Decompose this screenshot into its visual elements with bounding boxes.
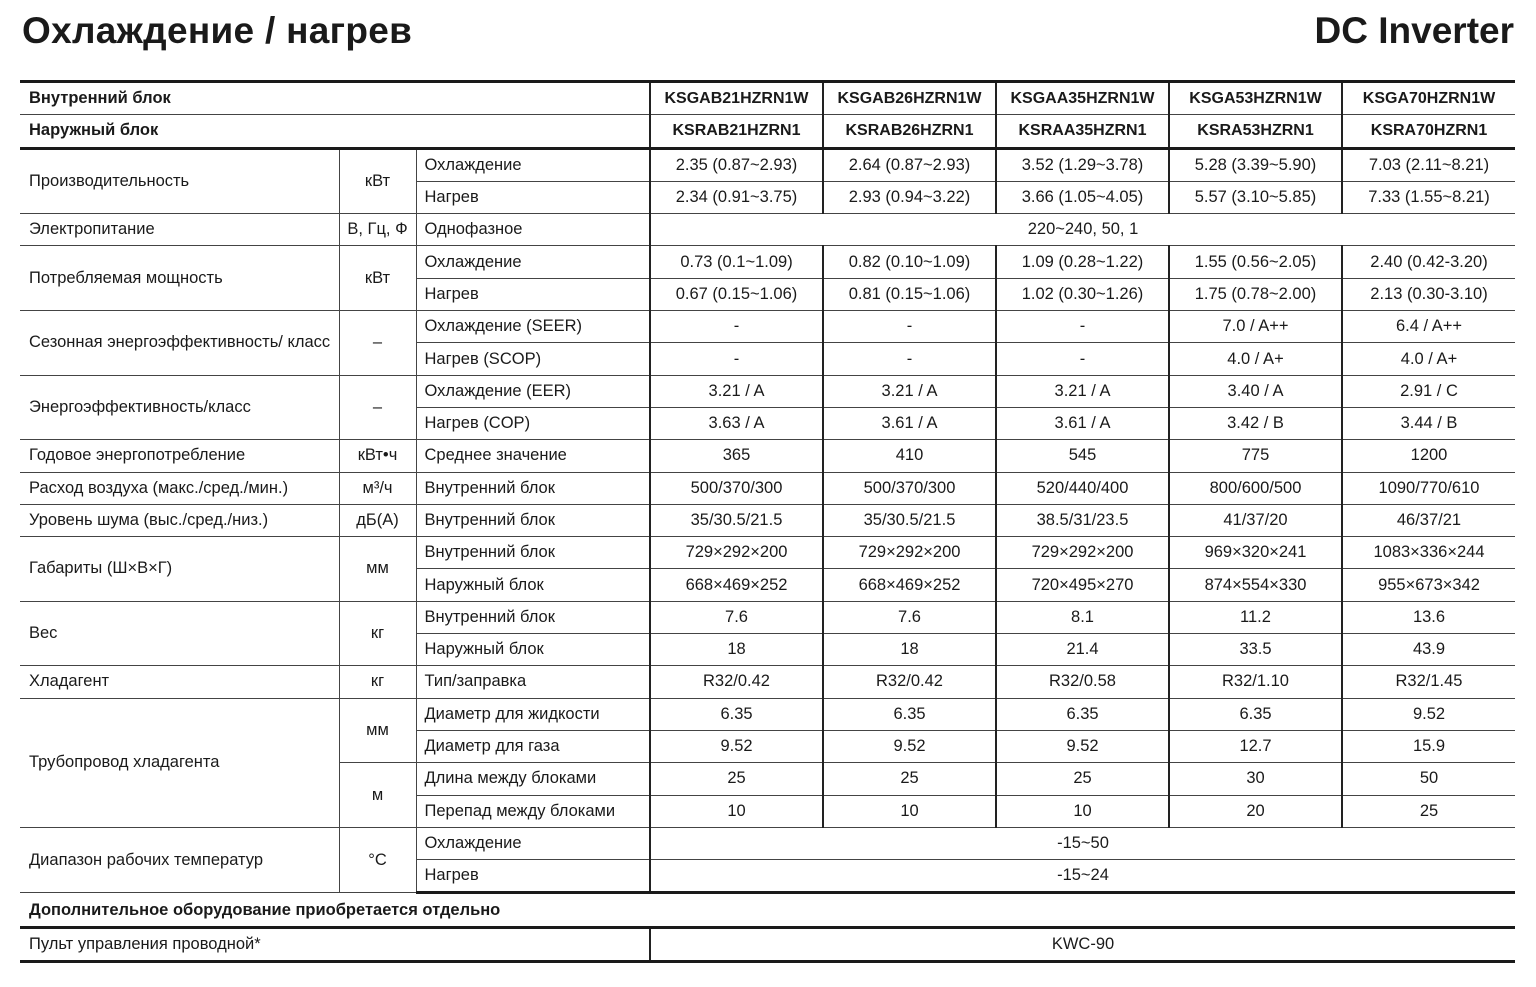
value-cell: 2.64 (0.87~2.93): [823, 148, 996, 181]
spec-table: [20, 80, 1515, 963]
unit-label: кг: [339, 666, 416, 698]
value-cell: 3.21 / A: [823, 375, 996, 407]
value-cell: 0.82 (0.10~1.09): [823, 246, 996, 278]
value-cell: 3.42 / B: [1169, 407, 1342, 439]
mode-label: Внутренний блок: [416, 472, 650, 504]
value-cell: 25: [650, 763, 823, 795]
indoor-model: KSGAB21HZRN1W: [650, 82, 823, 115]
value-cell: R32/0.58: [996, 666, 1169, 698]
value-cell: 3.44 / B: [1342, 407, 1515, 439]
value-cell: 7.03 (2.11~8.21): [1342, 148, 1515, 181]
value-cell: 729×292×200: [650, 537, 823, 569]
value-cell: 5.57 (3.10~5.85): [1169, 181, 1342, 213]
value-cell: 500/370/300: [650, 472, 823, 504]
indoor-model: KSGAA35HZRN1W: [996, 82, 1169, 115]
value-cell: 2.35 (0.87~2.93): [650, 148, 823, 181]
mode-label: Диаметр для газа: [416, 730, 650, 762]
outdoor-model: KSRAA35HZRN1: [996, 115, 1169, 148]
value-cell: 33.5: [1169, 634, 1342, 666]
table-row: [20, 214, 1515, 246]
value-cell: 1090/770/610: [1342, 472, 1515, 504]
value-cell: 6.4 / A++: [1342, 311, 1515, 343]
value-cell: 15.9: [1342, 730, 1515, 762]
value-cell: 9.52: [996, 730, 1169, 762]
value-cell: 0.67 (0.15~1.06): [650, 278, 823, 310]
span-value: -15~50: [650, 827, 1515, 859]
value-cell: 6.35: [650, 698, 823, 730]
optional-item-value: KWC-90: [650, 927, 1515, 961]
value-cell: 3.61 / A: [996, 407, 1169, 439]
outdoor-model: KSRAB21HZRN1: [650, 115, 823, 148]
value-cell: 0.73 (0.1~1.09): [650, 246, 823, 278]
value-cell: 668×469×252: [823, 569, 996, 601]
mode-label: Нагрев: [416, 278, 650, 310]
value-cell: 3.21 / A: [996, 375, 1169, 407]
param-label: Хладагент: [20, 666, 339, 698]
mode-label: Охлаждение (SEER): [416, 311, 650, 343]
unit-label: –: [339, 375, 416, 440]
mode-label: Наружный блок: [416, 634, 650, 666]
value-cell: 1.55 (0.56~2.05): [1169, 246, 1342, 278]
outdoor-model: KSRAB26HZRN1: [823, 115, 996, 148]
unit-label: кВт: [339, 148, 416, 214]
table-row: [20, 375, 1515, 407]
value-cell: 4.0 / A+: [1169, 343, 1342, 375]
outdoor-model: KSRA53HZRN1: [1169, 115, 1342, 148]
optional-item-label: Пульт управления проводной*: [20, 927, 650, 961]
value-cell: 720×495×270: [996, 569, 1169, 601]
table-row: [20, 311, 1515, 343]
value-cell: 12.7: [1169, 730, 1342, 762]
param-label: Потребляемая мощность: [20, 246, 339, 311]
unit-label: м: [339, 763, 416, 828]
value-cell: 9.52: [650, 730, 823, 762]
value-cell: 800/600/500: [1169, 472, 1342, 504]
mode-label: Перепад между блоками: [416, 795, 650, 827]
value-cell: 2.93 (0.94~3.22): [823, 181, 996, 213]
value-cell: 3.21 / A: [650, 375, 823, 407]
value-cell: 10: [996, 795, 1169, 827]
indoor-model: KSGA53HZRN1W: [1169, 82, 1342, 115]
value-cell: -: [823, 311, 996, 343]
table-row: [20, 666, 1515, 698]
value-cell: 35/30.5/21.5: [823, 504, 996, 536]
value-cell: 43.9: [1342, 634, 1515, 666]
mode-label: Длина между блоками: [416, 763, 650, 795]
value-cell: R32/1.10: [1169, 666, 1342, 698]
value-cell: 2.13 (0.30-3.10): [1342, 278, 1515, 310]
param-label: Диапазон рабочих температур: [20, 827, 339, 893]
value-cell: 4.0 / A+: [1342, 343, 1515, 375]
mode-label: Наружный блок: [416, 569, 650, 601]
indoor-model: KSGA70HZRN1W: [1342, 82, 1515, 115]
param-label: Сезонная энергоэффективность/ класс: [20, 311, 339, 376]
value-cell: 25: [996, 763, 1169, 795]
value-cell: 9.52: [823, 730, 996, 762]
outdoor-model: KSRA70HZRN1: [1342, 115, 1515, 148]
value-cell: 729×292×200: [996, 537, 1169, 569]
table-row: [20, 537, 1515, 569]
unit-label: мм: [339, 537, 416, 602]
value-cell: -: [823, 343, 996, 375]
value-cell: 969×320×241: [1169, 537, 1342, 569]
param-label: Вес: [20, 601, 339, 666]
value-cell: -: [650, 343, 823, 375]
mode-label: Однофазное: [416, 214, 650, 246]
table-row: [20, 827, 1515, 859]
value-cell: 7.6: [823, 601, 996, 633]
value-cell: 3.40 / A: [1169, 375, 1342, 407]
mode-label: Охлаждение: [416, 148, 650, 181]
mode-label: Внутренний блок: [416, 601, 650, 633]
value-cell: 520/440/400: [996, 472, 1169, 504]
mode-label: Среднее значение: [416, 440, 650, 472]
value-cell: 3.61 / A: [823, 407, 996, 439]
value-cell: 3.63 / A: [650, 407, 823, 439]
mode-label: Тип/заправка: [416, 666, 650, 698]
mode-label: Нагрев: [416, 860, 650, 893]
value-cell: 25: [823, 763, 996, 795]
table-row: [20, 601, 1515, 633]
unit-label: мм: [339, 698, 416, 763]
value-cell: 3.52 (1.29~3.78): [996, 148, 1169, 181]
table-row: [20, 148, 1515, 181]
table-row: [20, 504, 1515, 536]
value-cell: 2.91 / C: [1342, 375, 1515, 407]
mode-label: Внутренний блок: [416, 504, 650, 536]
param-label: Уровень шума (выс./сред./низ.): [20, 504, 339, 536]
value-cell: R32/0.42: [823, 666, 996, 698]
value-cell: 1.75 (0.78~2.00): [1169, 278, 1342, 310]
value-cell: 13.6: [1342, 601, 1515, 633]
outdoor-unit-label: Наружный блок: [20, 115, 650, 148]
optional-item-row: [20, 927, 1515, 961]
param-label: Трубопровод хладагента: [20, 698, 339, 827]
unit-label: кВт: [339, 246, 416, 311]
value-cell: 41/37/20: [1169, 504, 1342, 536]
unit-label: м³/ч: [339, 472, 416, 504]
value-cell: 9.52: [1342, 698, 1515, 730]
value-cell: 18: [823, 634, 996, 666]
value-cell: 25: [1342, 795, 1515, 827]
span-value: -15~24: [650, 860, 1515, 893]
value-cell: 545: [996, 440, 1169, 472]
mode-label: Нагрев (SCOP): [416, 343, 650, 375]
table-row: [20, 698, 1515, 730]
mode-label: Охлаждение (EER): [416, 375, 650, 407]
value-cell: 8.1: [996, 601, 1169, 633]
value-cell: 668×469×252: [650, 569, 823, 601]
value-cell: -: [996, 311, 1169, 343]
param-label: Энергоэффективность/класс: [20, 375, 339, 440]
value-cell: 50: [1342, 763, 1515, 795]
value-cell: 20: [1169, 795, 1342, 827]
value-cell: 500/370/300: [823, 472, 996, 504]
param-label: Расход воздуха (макс./сред./мин.): [20, 472, 339, 504]
indoor-unit-label: Внутренний блок: [20, 82, 650, 115]
value-cell: 5.28 (3.39~5.90): [1169, 148, 1342, 181]
value-cell: 1.09 (0.28~1.22): [996, 246, 1169, 278]
value-cell: 365: [650, 440, 823, 472]
unit-label: В, Гц, Ф: [339, 214, 416, 246]
value-cell: 1.02 (0.30~1.26): [996, 278, 1169, 310]
mode-label: Диаметр для жидкости: [416, 698, 650, 730]
header-row-outdoor: [20, 115, 1515, 148]
param-label: Электропитание: [20, 214, 339, 246]
page-subtitle: DC Inverter: [1314, 10, 1514, 51]
value-cell: 11.2: [1169, 601, 1342, 633]
value-cell: 46/37/21: [1342, 504, 1515, 536]
value-cell: 775: [1169, 440, 1342, 472]
table-row: [20, 246, 1515, 278]
param-label: Габариты (Ш×В×Г): [20, 537, 339, 602]
unit-label: кВт•ч: [339, 440, 416, 472]
value-cell: 7.0 / A++: [1169, 311, 1342, 343]
value-cell: 7.33 (1.55~8.21): [1342, 181, 1515, 213]
page-title: Охлаждение / нагрев: [22, 10, 413, 51]
value-cell: 38.5/31/23.5: [996, 504, 1169, 536]
header-row-indoor: [20, 82, 1515, 115]
param-label: Годовое энергопотребление: [20, 440, 339, 472]
mode-label: Нагрев (COP): [416, 407, 650, 439]
optional-section-row: [20, 893, 1515, 927]
value-cell: 7.6: [650, 601, 823, 633]
value-cell: R32/0.42: [650, 666, 823, 698]
unit-label: –: [339, 311, 416, 376]
value-cell: 1200: [1342, 440, 1515, 472]
value-cell: 2.34 (0.91~3.75): [650, 181, 823, 213]
value-cell: 410: [823, 440, 996, 472]
value-cell: -: [996, 343, 1169, 375]
value-cell: 30: [1169, 763, 1342, 795]
indoor-model: KSGAB26HZRN1W: [823, 82, 996, 115]
value-cell: 35/30.5/21.5: [650, 504, 823, 536]
value-cell: 3.66 (1.05~4.05): [996, 181, 1169, 213]
value-cell: 729×292×200: [823, 537, 996, 569]
mode-label: Охлаждение: [416, 827, 650, 859]
value-cell: 10: [650, 795, 823, 827]
table-row: [20, 472, 1515, 504]
value-cell: 955×673×342: [1342, 569, 1515, 601]
value-cell: 18: [650, 634, 823, 666]
value-cell: 2.40 (0.42-3.20): [1342, 246, 1515, 278]
value-cell: 21.4: [996, 634, 1169, 666]
optional-section-title: Дополнительное оборудование приобретается отдельно: [20, 893, 1515, 927]
mode-label: Нагрев: [416, 181, 650, 213]
value-cell: 1083×336×244: [1342, 537, 1515, 569]
value-cell: 874×554×330: [1169, 569, 1342, 601]
value-cell: 6.35: [823, 698, 996, 730]
span-value: 220~240, 50, 1: [650, 214, 1515, 246]
value-cell: 10: [823, 795, 996, 827]
value-cell: 6.35: [996, 698, 1169, 730]
value-cell: 0.81 (0.15~1.06): [823, 278, 996, 310]
unit-label: кг: [339, 601, 416, 666]
mode-label: Внутренний блок: [416, 537, 650, 569]
table-row: [20, 440, 1515, 472]
unit-label: °C: [339, 827, 416, 893]
param-label: Производительность: [20, 148, 339, 214]
value-cell: -: [650, 311, 823, 343]
value-cell: R32/1.45: [1342, 666, 1515, 698]
unit-label: дБ(А): [339, 504, 416, 536]
mode-label: Охлаждение: [416, 246, 650, 278]
value-cell: 6.35: [1169, 698, 1342, 730]
